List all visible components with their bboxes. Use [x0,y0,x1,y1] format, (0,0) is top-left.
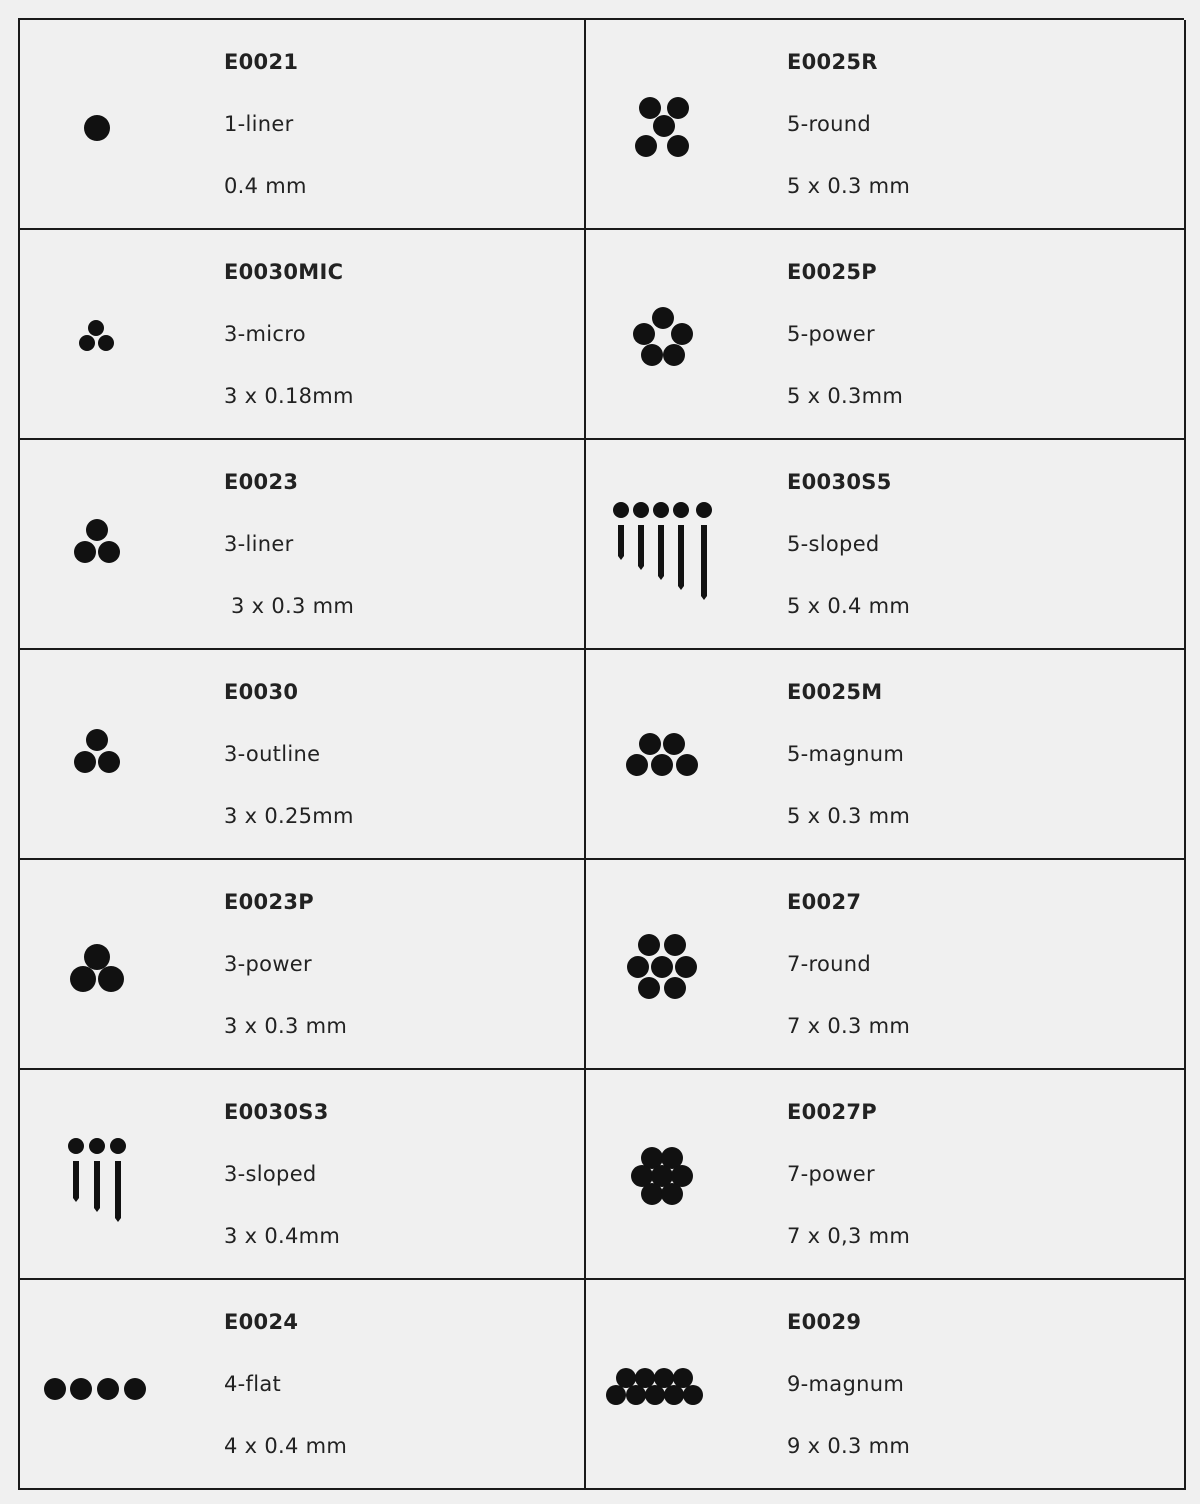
product-code: E0024 [224,1310,299,1334]
product-cell-e0029 [586,1280,1186,1490]
product-name: 3-micro [224,322,306,346]
3-liner-needle-icon [20,480,170,620]
product-name: 4-flat [224,1372,282,1396]
3-sloped-needle-icon [20,1110,170,1250]
5-sloped-needle-icon [586,480,741,620]
product-cell-e0027p [586,1070,1186,1280]
product-size: 3 x 0.18mm [224,384,354,408]
3-power-needle-icon [20,900,170,1040]
product-cell-e0030s5 [586,440,1186,650]
1-liner-needle-icon [20,60,170,200]
product-size: 7 x 0.3 mm [787,1014,911,1038]
product-name: 5-magnum [787,742,905,766]
product-code: E0030 [224,680,299,704]
product-name: 3-sloped [224,1162,317,1186]
product-cell-e0030mic [20,230,586,440]
7-power-needle-icon [586,1110,741,1250]
product-cell-e0023 [20,440,586,650]
product-size: 0.4 mm [224,174,307,198]
needle-product-table [18,18,1184,1490]
product-name: 7-power [787,1162,875,1186]
product-cell-e0025r [586,20,1186,230]
product-name: 3-outline [224,742,321,766]
product-code: E0023P [224,890,314,914]
5-round-needle-icon [586,60,741,200]
product-cell-e0030 [20,650,586,860]
product-size: 5 x 0.3 mm [787,174,911,198]
product-code: E0025M [787,680,883,704]
product-cell-e0030s3 [20,1070,586,1280]
product-cell-e0025p [586,230,1186,440]
product-size: 3 x 0.3 mm [224,1014,348,1038]
product-size: 9 x 0.3 mm [787,1434,911,1458]
product-name: 5-sloped [787,532,880,556]
product-size: 3 x 0.3 mm [224,594,355,618]
5-magnum-needle-icon [586,690,741,830]
product-size: 7 x 0,3 mm [787,1224,911,1248]
product-size: 3 x 0.25mm [224,804,354,828]
product-cell-e0027 [586,860,1186,1070]
product-cell-e0023p [20,860,586,1070]
3-outline-needle-icon [20,690,170,830]
product-code: E0027P [787,1100,877,1124]
product-name: 5-round [787,112,872,136]
product-code: E0030S3 [224,1100,329,1124]
product-name: 3-power [224,952,312,976]
product-cell-e0024 [20,1280,586,1490]
product-code: E0030S5 [787,470,892,494]
product-cell-e0025m [586,650,1186,860]
product-code: E0030MIC [224,260,344,284]
product-code: E0027 [787,890,862,914]
product-code: E0029 [787,1310,862,1334]
product-name: 7-round [787,952,872,976]
5-power-needle-icon [586,270,741,410]
product-cell-e0021 [20,20,586,230]
product-code: E0025P [787,260,877,284]
product-size: 5 x 0.3 mm [787,804,911,828]
3-micro-needle-icon [20,270,170,410]
product-code: E0021 [224,50,299,74]
9-magnum-needle-icon [586,1320,741,1460]
product-name: 3-liner [224,532,294,556]
product-name: 1-liner [224,112,294,136]
product-size: 5 x 0.3mm [787,384,904,408]
product-code: E0025R [787,50,878,74]
product-size: 3 x 0.4mm [224,1224,341,1248]
product-code: E0023 [224,470,299,494]
4-flat-needle-icon [20,1320,170,1460]
product-name: 5-power [787,322,875,346]
product-size: 4 x 0.4 mm [224,1434,348,1458]
7-round-needle-icon [586,900,741,1040]
product-name: 9-magnum [787,1372,905,1396]
product-size: 5 x 0.4 mm [787,594,911,618]
